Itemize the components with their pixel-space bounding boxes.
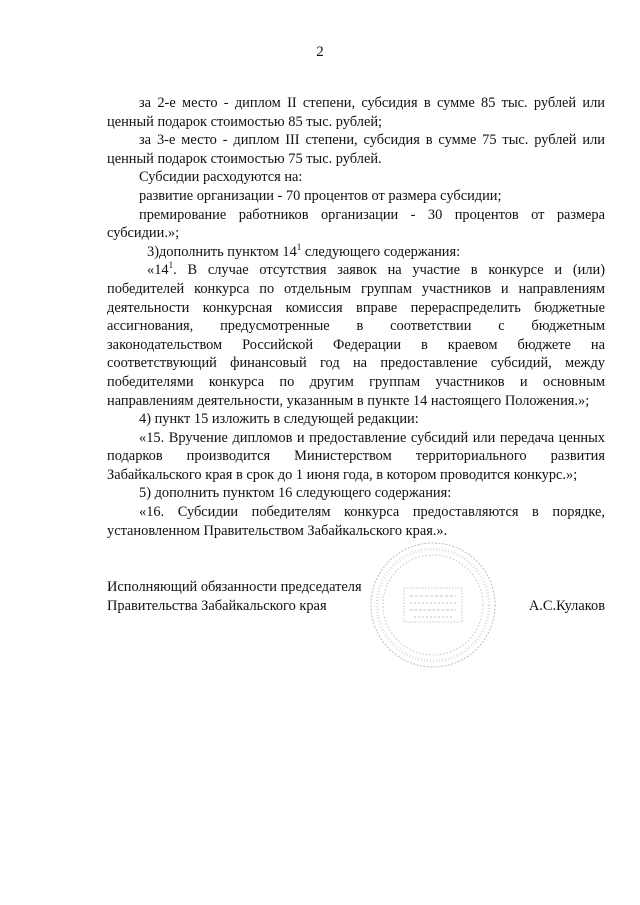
paragraph-item-5: 5) дополнить пунктом 16 следующего содержания: xyxy=(139,485,452,502)
paragraph-development: развитие организации - 70 процентов от размера субсидии; xyxy=(139,187,502,204)
item-3-superscript: 1 xyxy=(296,241,302,252)
paragraph-point-15: «15. Вручение дипломов и предоставление субсидий или передача ценных подарков производится Министерством территориального развития Забайкальского края в срок до 1 июня года, в котором проводится конкурс.»; xyxy=(107,429,605,483)
document-body xyxy=(107,94,605,540)
point-14-1-superscript: 1 xyxy=(168,260,174,271)
paragraph-bonus: премирование работников организации - 30 процентов от размера субсидии.»; xyxy=(107,206,605,242)
paragraph-item-4: 4) пункт 15 изложить в следующей редакции: xyxy=(139,411,419,428)
signature-block xyxy=(107,578,605,628)
paragraph-second-place: за 2-е место - диплом II степени, субсидия в сумме 85 тыс. рублей или ценный подарок стоимостью 85 тыс. рублей; xyxy=(107,95,605,130)
seal-stamp-icon xyxy=(368,540,498,670)
paragraph-third-place: за 3-е место - диплом III степени, субсидия в сумме 75 тыс. рублей или ценный подарок стоимостью 75 тыс. рублей. xyxy=(107,132,605,167)
item-3-text: 3)дополнить пунктом 14 xyxy=(147,243,297,260)
paragraph-point-16: «16. Субсидии победителям конкурса предоставляются в порядке, установленном Правительством Забайкальского края.». xyxy=(107,504,605,539)
item-3-text-end: следующего содержания: xyxy=(301,243,461,260)
point-14-1-text-end: . В случае отсутствия заявок на участие в конкурсе и (или) победителей конкурса по отдельным группам участников и направлениям деятельности конкурсная комиссия вправе перераспределить бюджетные ассигнования, предусмотренные в соответствии с бюджетным законодательством Российской Федерации в краевом бюджете на соответствующий финансовый год на предоставление субсидий, между победителями конкурса по другим группам участников и основным направлениям деятельности, указанным в пункте 14 настоящего Положения.»; xyxy=(107,262,605,409)
paragraph-subsidy-usage: Субсидии расходуются на: xyxy=(139,169,303,186)
point-14-1-text: «14 xyxy=(147,262,169,279)
signatory-title-line-1: Исполняющий обязанности председателя xyxy=(107,579,362,595)
page-number: 2 xyxy=(316,44,324,60)
signatory-title xyxy=(107,578,362,615)
paragraph-item-3 xyxy=(107,243,605,262)
paragraph-point-14-1 xyxy=(107,261,605,410)
signatory-name: А.С.Кулаков xyxy=(528,598,605,614)
signatory-title-line-2: Правительства Забайкальского края xyxy=(107,597,327,614)
